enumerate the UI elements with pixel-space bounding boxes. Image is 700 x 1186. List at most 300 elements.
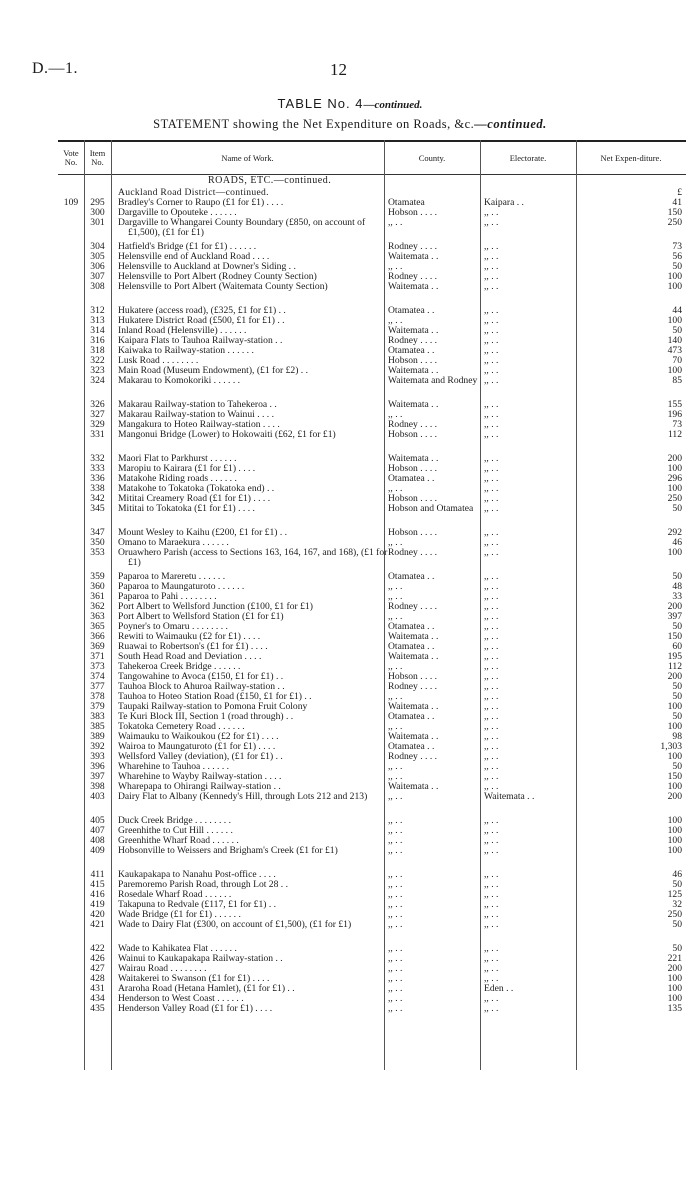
work-name: Tokatoka Cemetery Road . . . . . .	[118, 721, 245, 732]
item-number: 350	[90, 537, 105, 548]
county: ,, . .	[388, 721, 403, 732]
county: ,, . .	[388, 483, 403, 494]
work-name: Dargaville to Whangarei County Boundary (£850, on account of £1,500), (£1 for £1)	[118, 217, 366, 238]
item-number: 379	[90, 701, 105, 712]
statement-title	[0, 117, 700, 132]
work-name: Wellsford Valley (deviation), (£1 for £1) . .	[118, 751, 283, 762]
net-expenditure: 473	[667, 345, 682, 356]
county: Waitemata . .	[388, 365, 439, 376]
district-title: Auckland Road District—continued.	[118, 187, 269, 198]
item-number: 362	[90, 601, 105, 612]
net-expenditure: 100	[667, 983, 682, 994]
county: ,, . .	[388, 909, 403, 920]
county: ,, . .	[388, 993, 403, 1004]
net-expenditure: 100	[667, 993, 682, 1004]
electorate: ,, . .	[484, 845, 499, 856]
item-number: 326	[90, 399, 105, 410]
item-number: 389	[90, 731, 105, 742]
item-number: 411	[90, 869, 105, 880]
expenditure-table	[58, 140, 686, 1070]
work-name: Henderson to West Coast . . . . . .	[118, 993, 244, 1004]
net-expenditure: 100	[667, 781, 682, 792]
county: Rodney . . . .	[388, 271, 438, 282]
work-name: Main Road (Museum Endowment), (£1 for £2) . .	[118, 365, 308, 376]
work-name: Wade to Dairy Flat (£300, on account of £1,500), (£1 for £1)	[118, 919, 352, 930]
net-expenditure: 140	[667, 335, 682, 346]
county: ,, . .	[388, 943, 403, 954]
work-name: South Head Road and Deviation . . . .	[118, 651, 262, 662]
net-expenditure: 50	[672, 503, 682, 514]
county: Rodney . . . .	[388, 547, 438, 558]
work-name: Mount Wesley to Kaihu (£200, £1 for £1) . .	[118, 527, 288, 538]
net-expenditure: 50	[672, 325, 682, 336]
work-name: Helensville to Port Albert (Waitemata County Section)	[118, 281, 328, 292]
electorate: ,, . .	[484, 527, 499, 538]
net-expenditure: 112	[667, 429, 682, 440]
net-expenditure: 1,303	[660, 741, 682, 752]
work-name: Tauhoa to Hoteo Station Road (£150, £1 for £1) . .	[118, 691, 312, 702]
item-number: 314	[90, 325, 105, 336]
electorate: ,, . .	[484, 611, 499, 622]
statement-suffix: —continued.	[474, 117, 547, 131]
item-number: 383	[90, 711, 105, 722]
column-header-county: County.	[418, 152, 446, 163]
item-number: 329	[90, 419, 105, 430]
electorate: Eden . .	[484, 983, 514, 994]
net-expenditure: 73	[672, 419, 682, 430]
electorate: ,, . .	[484, 963, 499, 974]
electorate: ,, . .	[484, 919, 499, 930]
work-name: Maori Flat to Parkhurst . . . . . .	[118, 453, 237, 464]
electorate: ,, . .	[484, 671, 499, 682]
electorate: ,, . .	[484, 463, 499, 474]
work-name: Paremoremo Parish Road, through Lot 28 . .	[118, 879, 288, 890]
county: ,, . .	[388, 761, 403, 772]
item-number: 369	[90, 641, 105, 652]
county: ,, . .	[388, 661, 403, 672]
item-number: 305	[90, 251, 105, 262]
item-number: 300	[90, 207, 105, 218]
net-expenditure: 250	[667, 217, 682, 228]
county: ,, . .	[388, 409, 403, 420]
electorate: ,, . .	[484, 661, 499, 672]
work-name: Makarau Railway-station to Tahekeroa . .	[118, 399, 277, 410]
net-expenditure: 73	[672, 241, 682, 252]
work-name: Hobsonville to Weissers and Brigham's Creek (£1 for £1)	[118, 845, 338, 856]
electorate: ,, . .	[484, 251, 499, 262]
net-expenditure: 50	[672, 919, 682, 930]
county: ,, . .	[388, 771, 403, 782]
item-number: 407	[90, 825, 105, 836]
table-row	[58, 920, 686, 940]
electorate: ,, . .	[484, 345, 499, 356]
item-number: 377	[90, 681, 105, 692]
work-name: Waimauku to Waikoukou (£2 for £1) . . . .	[118, 731, 279, 742]
net-expenditure: 221	[667, 953, 682, 964]
electorate: ,, . .	[484, 721, 499, 732]
electorate: ,, . .	[484, 419, 499, 430]
page-number: 12	[330, 60, 347, 79]
net-expenditure: 46	[672, 537, 682, 548]
net-expenditure: 46	[672, 869, 682, 880]
item-number: 365	[90, 621, 105, 632]
item-number: 361	[90, 591, 105, 602]
electorate: ,, . .	[484, 547, 499, 558]
net-expenditure: 112	[667, 661, 682, 672]
work-name: Inland Road (Helensville) . . . . . .	[118, 325, 247, 336]
net-expenditure: 250	[667, 493, 682, 504]
work-name: Matakohe Riding roads . . . . . .	[118, 473, 237, 484]
item-number: 422	[90, 943, 105, 954]
net-expenditure: 41	[672, 197, 682, 208]
item-number: 318	[90, 345, 105, 356]
currency-symbol: £	[677, 187, 682, 198]
item-number: 428	[90, 973, 105, 984]
county: Rodney . . . .	[388, 335, 438, 346]
electorate: ,, . .	[484, 571, 499, 582]
work-name: Duck Creek Bridge . . . . . . . .	[118, 815, 231, 826]
work-name: Port Albert to Wellsford Station (£1 for £1)	[118, 611, 284, 622]
electorate: ,, . .	[484, 943, 499, 954]
table-row	[58, 376, 686, 396]
work-name: Helensville end of Auckland Road . . . .	[118, 251, 270, 262]
net-expenditure: 100	[667, 463, 682, 474]
work-name: Kaipara Flats to Tauhoa Railway-station . .	[118, 335, 283, 346]
electorate: ,, . .	[484, 473, 499, 484]
item-number: 323	[90, 365, 105, 376]
net-expenditure: 100	[667, 315, 682, 326]
net-expenditure: 100	[667, 845, 682, 856]
work-name: Wainui to Kaukapakapa Railway-station . .	[118, 953, 283, 964]
county: Waitemata . .	[388, 453, 439, 464]
item-number: 434	[90, 993, 105, 1004]
county: ,, . .	[388, 899, 403, 910]
net-expenditure: 50	[672, 261, 682, 272]
county: Waitemata . .	[388, 731, 439, 742]
item-number: 420	[90, 909, 105, 920]
electorate: ,, . .	[484, 453, 499, 464]
work-name: Oruawhero Parish (access to Sections 163, 164, 167, and 168), (£1 for £1)	[118, 547, 388, 568]
electorate: ,, . .	[484, 889, 499, 900]
work-name: Paparoa to Pahi . . . . . . . .	[118, 591, 217, 602]
work-name: Taupaki Railway-station to Pomona Fruit Colony	[118, 701, 308, 712]
electorate: ,, . .	[484, 261, 499, 272]
item-number: 409	[90, 845, 105, 856]
electorate: ,, . .	[484, 909, 499, 920]
item-number: 426	[90, 953, 105, 964]
county: Waitemata . .	[388, 781, 439, 792]
item-number: 331	[90, 429, 105, 440]
work-name: Helensville to Auckland at Downer's Siding . .	[118, 261, 296, 272]
work-name: Dargaville to Opouteke . . . . . .	[118, 207, 237, 218]
county: Hobson . . . .	[388, 527, 438, 538]
work-name: Mangonui Bridge (Lower) to Hokowaiti (£62, £1 for £1)	[118, 429, 336, 440]
electorate: ,, . .	[484, 315, 499, 326]
electorate: ,, . .	[484, 281, 499, 292]
work-name: Araroha Road (Hetana Hamlet), (£1 for £1) . .	[118, 983, 295, 994]
electorate: ,, . .	[484, 899, 499, 910]
electorate: ,, . .	[484, 973, 499, 984]
county: Waitemata . .	[388, 701, 439, 712]
county: Rodney . . . .	[388, 241, 438, 252]
column-header-name: Name of Work.	[221, 152, 274, 163]
electorate: ,, . .	[484, 271, 499, 282]
table-title	[0, 96, 700, 111]
net-expenditure: 85	[672, 375, 682, 386]
net-expenditure: 195	[667, 651, 682, 662]
county: ,, . .	[388, 611, 403, 622]
electorate: ,, . .	[484, 741, 499, 752]
electorate: ,, . .	[484, 731, 499, 742]
electorate: ,, . .	[484, 835, 499, 846]
net-expenditure: 100	[667, 973, 682, 984]
net-expenditure: 100	[667, 721, 682, 732]
electorate: ,, . .	[484, 621, 499, 632]
electorate: ,, . .	[484, 953, 499, 964]
electorate: ,, . .	[484, 581, 499, 592]
column-header-expenditure: Net Expen-diture.	[600, 152, 662, 163]
net-expenditure: 200	[667, 963, 682, 974]
item-number: 322	[90, 355, 105, 366]
work-name: Greenhithe to Cut Hill . . . . . .	[118, 825, 233, 836]
electorate: ,, . .	[484, 493, 499, 504]
county: Waitemata . .	[388, 651, 439, 662]
net-expenditure: 48	[672, 581, 682, 592]
table-row	[58, 218, 686, 238]
table-header-rule	[58, 174, 686, 175]
table-row	[58, 846, 686, 866]
electorate: ,, . .	[484, 325, 499, 336]
county: ,, . .	[388, 973, 403, 984]
net-expenditure: 50	[672, 691, 682, 702]
county: ,, . .	[388, 815, 403, 826]
electorate: ,, . .	[484, 483, 499, 494]
county: ,, . .	[388, 919, 403, 930]
column-header-electorate: Electorate.	[509, 152, 547, 163]
county: Otamatea . .	[388, 621, 435, 632]
table-row	[58, 430, 686, 450]
county: Hobson . . . .	[388, 463, 438, 474]
work-name: Makarau to Komokoriki . . . . . .	[118, 375, 241, 386]
net-expenditure: 56	[672, 251, 682, 262]
electorate: ,, . .	[484, 825, 499, 836]
net-expenditure: 125	[667, 889, 682, 900]
work-name: Paparoa to Mareretu . . . . . .	[118, 571, 226, 582]
county: Otamatea . .	[388, 345, 435, 356]
work-name: Wairoa to Maungaturoto (£1 for £1) . . . .	[118, 741, 276, 752]
net-expenditure: 60	[672, 641, 682, 652]
item-number: 403	[90, 791, 105, 802]
item-number: 373	[90, 661, 105, 672]
net-expenditure: 44	[672, 305, 682, 316]
electorate: ,, . .	[484, 503, 499, 514]
net-expenditure: 70	[672, 355, 682, 366]
net-expenditure: 250	[667, 909, 682, 920]
electorate: ,, . .	[484, 761, 499, 772]
county: Waitemata . .	[388, 251, 439, 262]
net-expenditure: 100	[667, 701, 682, 712]
electorate: ,, . .	[484, 815, 499, 826]
net-expenditure: 150	[667, 207, 682, 218]
item-number: 327	[90, 409, 105, 420]
net-expenditure: 50	[672, 879, 682, 890]
item-number: 396	[90, 761, 105, 772]
item-number: 385	[90, 721, 105, 732]
item-number: 408	[90, 835, 105, 846]
column-header-item: Item No.	[89, 148, 106, 167]
item-number: 324	[90, 375, 105, 386]
net-expenditure: 135	[667, 1003, 682, 1014]
item-number: 378	[90, 691, 105, 702]
net-expenditure: 33	[672, 591, 682, 602]
work-name: Port Albert to Wellsford Junction (£100, £1 for £1)	[118, 601, 313, 612]
net-expenditure: 100	[667, 547, 682, 558]
work-name: Hukatere (access road), (£325, £1 for £1) . .	[118, 305, 286, 316]
county: Waitemata and Rodney	[388, 375, 478, 386]
net-expenditure: 98	[672, 731, 682, 742]
net-expenditure: 100	[667, 483, 682, 494]
electorate: ,, . .	[484, 207, 499, 218]
county: ,, . .	[388, 315, 403, 326]
item-number: 398	[90, 781, 105, 792]
item-number: 374	[90, 671, 105, 682]
work-name: Helensville to Port Albert (Rodney County Section)	[118, 271, 317, 282]
item-number: 308	[90, 281, 105, 292]
item-number: 392	[90, 741, 105, 752]
county: Hobson . . . .	[388, 671, 438, 682]
item-number: 359	[90, 571, 105, 582]
electorate: ,, . .	[484, 641, 499, 652]
item-number: 304	[90, 241, 105, 252]
net-expenditure: 150	[667, 631, 682, 642]
item-number: 435	[90, 1003, 105, 1014]
work-name: Mititai to Tokatoka (£1 for £1) . . . .	[118, 503, 255, 514]
item-number: 416	[90, 889, 105, 900]
county: ,, . .	[388, 835, 403, 846]
county: ,, . .	[388, 791, 403, 802]
county: Waitemata . .	[388, 631, 439, 642]
item-number: 306	[90, 261, 105, 272]
work-name: Te Kuri Block III, Section 1 (road through) . .	[118, 711, 294, 722]
work-name: Kaukapakapa to Nanahu Post-office . . . .	[118, 869, 276, 880]
electorate: ,, . .	[484, 1003, 499, 1014]
county: ,, . .	[388, 869, 403, 880]
county: Hobson . . . .	[388, 493, 438, 504]
table-top-rule	[58, 140, 686, 142]
item-number: 421	[90, 919, 105, 930]
work-name: Wade Bridge (£1 for £1) . . . . . .	[118, 909, 241, 920]
item-number: 427	[90, 963, 105, 974]
electorate: ,, . .	[484, 409, 499, 420]
county: ,, . .	[388, 217, 403, 228]
electorate: ,, . .	[484, 651, 499, 662]
work-name: Paparoa to Maungaturoto . . . . . .	[118, 581, 245, 592]
net-expenditure: 155	[667, 399, 682, 410]
document-reference: D.—1.	[32, 60, 79, 77]
work-name: Waitakerei to Swanson (£1 for £1) . . . .	[118, 973, 270, 984]
work-name: Greenhithe Wharf Road . . . . . .	[118, 835, 239, 846]
work-name: Wairau Road . . . . . . . .	[118, 963, 207, 974]
electorate: ,, . .	[484, 711, 499, 722]
electorate: ,, . .	[484, 399, 499, 410]
county: Hobson . . . .	[388, 207, 438, 218]
item-number: 332	[90, 453, 105, 464]
electorate: ,, . .	[484, 217, 499, 228]
county: Hobson and Otamatea	[388, 503, 474, 514]
county: Rodney . . . .	[388, 751, 438, 762]
item-number: 301	[90, 217, 105, 228]
work-name: Hukatere District Road (£500, £1 for £1) . .	[118, 315, 285, 326]
work-name: Poyner's to Omaru . . . . . . . .	[118, 621, 228, 632]
work-name: Hatfield's Bridge (£1 for £1) . . . . . .	[118, 241, 257, 252]
county: Otamatea . .	[388, 571, 435, 582]
electorate: ,, . .	[484, 365, 499, 376]
item-number: 405	[90, 815, 105, 826]
net-expenditure: 32	[672, 899, 682, 910]
work-name: Rosedale Wharf Road . . . . . .	[118, 889, 232, 900]
county: ,, . .	[388, 953, 403, 964]
net-expenditure: 200	[667, 453, 682, 464]
item-number: 419	[90, 899, 105, 910]
county: ,, . .	[388, 261, 403, 272]
electorate: Waitemata . .	[484, 791, 535, 802]
county: ,, . .	[388, 963, 403, 974]
county: Otamatea . .	[388, 711, 435, 722]
net-expenditure: 100	[667, 365, 682, 376]
work-name: Tahekeroa Creek Bridge . . . . . .	[118, 661, 241, 672]
electorate: ,, . .	[484, 771, 499, 782]
item-number: 336	[90, 473, 105, 484]
net-expenditure: 200	[667, 791, 682, 802]
vote-number: 109	[63, 197, 79, 208]
county: Otamatea . .	[388, 741, 435, 752]
item-number: 316	[90, 335, 105, 346]
item-number: 347	[90, 527, 105, 538]
electorate: ,, . .	[484, 751, 499, 762]
county: ,, . .	[388, 879, 403, 890]
net-expenditure: 292	[667, 527, 682, 538]
net-expenditure: 50	[672, 681, 682, 692]
item-number: 345	[90, 503, 105, 514]
electorate: ,, . .	[484, 305, 499, 316]
net-expenditure: 100	[667, 825, 682, 836]
net-expenditure: 200	[667, 671, 682, 682]
work-name: Wade to Kahikatea Flat . . . . . .	[118, 943, 237, 954]
county: ,, . .	[388, 581, 403, 592]
work-name: Bradley's Corner to Raupo (£1 for £1) . . . .	[118, 197, 284, 208]
work-name: Rewiti to Waimauku (£2 for £1) . . . .	[118, 631, 261, 642]
work-name: Ruawai to Robertson's (£1 for £1) . . . .	[118, 641, 268, 652]
item-number: 363	[90, 611, 105, 622]
electorate: ,, . .	[484, 781, 499, 792]
county: Otamatea	[388, 197, 425, 208]
electorate: ,, . .	[484, 375, 499, 386]
work-name: Takapuna to Redvale (£117, £1 for £1) . .	[118, 899, 277, 910]
county: ,, . .	[388, 825, 403, 836]
work-name: Dairy Flat to Albany (Kennedy's Hill, through Lots 212 and 213)	[118, 791, 368, 802]
county: ,, . .	[388, 591, 403, 602]
work-name: Mititai Creamery Road (£1 for £1) . . . .	[118, 493, 271, 504]
item-number: 371	[90, 651, 105, 662]
county: Waitemata . .	[388, 325, 439, 336]
county: Hobson . . . .	[388, 355, 438, 366]
net-expenditure: 397	[667, 611, 682, 622]
net-expenditure: 100	[667, 815, 682, 826]
electorate: ,, . .	[484, 701, 499, 712]
work-name: Wharehine to Tauhoa . . . . . .	[118, 761, 230, 772]
item-number: 307	[90, 271, 105, 282]
county: ,, . .	[388, 845, 403, 856]
